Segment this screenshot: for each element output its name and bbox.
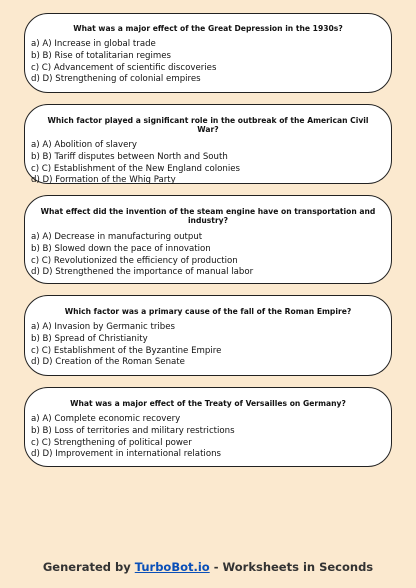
- answer-option: a) A) Abolition of slavery: [31, 140, 138, 150]
- answer-option: c) C) Strengthening of political power: [31, 437, 192, 448]
- question-card: [24, 195, 392, 284]
- footer-suffix: - Worksheets in Seconds: [209, 560, 374, 574]
- question-text: Which factor was a primary cause of the fall of the Roman Empire?: [64, 307, 352, 316]
- footer-prefix: Generated by: [42, 560, 135, 574]
- answer-options: [25, 232, 391, 279]
- answer-option: c) C) Establishment of the Byzantine Empire: [31, 345, 222, 356]
- answer-option: b) B) Loss of territories and military restrictions: [31, 425, 235, 436]
- question-card: [24, 387, 392, 467]
- answer-option: d) D) Strengthening of colonial empires: [31, 74, 201, 85]
- answer-option: b) B) Slowed down the pace of innovation: [31, 243, 211, 254]
- question-card: [24, 104, 392, 184]
- footer: [0, 560, 416, 574]
- answer-option: d) D) Creation of the Roman Senate: [31, 357, 185, 368]
- question-card: [24, 295, 392, 376]
- answer-option: d) D) Improvement in international relations: [31, 449, 222, 460]
- answer-options: [25, 140, 391, 187]
- answer-option: a) A) Increase in global trade: [31, 39, 156, 49]
- answer-option: b) B) Rise of totalitarian regimes: [31, 50, 172, 61]
- answer-options: [25, 414, 391, 461]
- answer-option: c) C) Establishment of the New England colonies: [31, 163, 240, 174]
- answer-option: b) B) Spread of Christianity: [31, 333, 148, 344]
- question-text: What was a major effect of the Treaty of Versailles on Germany?: [70, 399, 346, 408]
- answer-option: d) D) Strengthened the importance of manual labor: [31, 267, 254, 278]
- answer-option: d) D) Formation of the Whig Party: [31, 175, 176, 186]
- answer-option: c) C) Revolutionized the efficiency of production: [31, 255, 238, 266]
- answer-option: a) A) Invasion by Germanic tribes: [31, 322, 175, 332]
- question-text: Which factor played a significant role in the outbreak of the American Civil War?: [47, 116, 369, 134]
- question-text: What effect did the invention of the steam engine have on transportation and industry?: [40, 207, 376, 225]
- answer-options: [25, 39, 391, 86]
- answer-options: [25, 322, 391, 369]
- answer-option: a) A) Complete economic recovery: [31, 414, 181, 424]
- answer-option: b) B) Tariff disputes between North and South: [31, 151, 228, 162]
- answer-option: a) A) Decrease in manufacturing output: [31, 232, 203, 242]
- answer-option: c) C) Advancement of scientific discoveries: [31, 62, 217, 73]
- brand-link[interactable]: TurboBot.io: [134, 560, 210, 574]
- question-card: [24, 13, 392, 93]
- question-text: What was a major effect of the Great Depression in the 1930s?: [73, 24, 343, 33]
